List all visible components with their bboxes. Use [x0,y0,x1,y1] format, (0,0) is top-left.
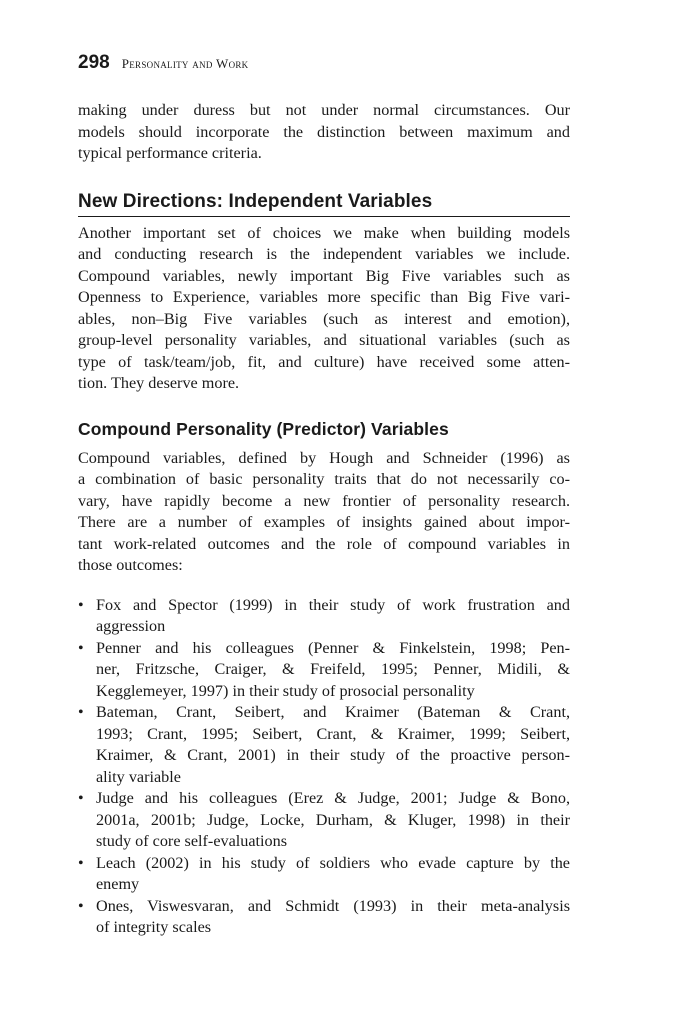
text-line: models should incorporate the distinction between maximum and [78,122,570,141]
text-line: enemy [96,875,140,893]
list-item [78,595,570,638]
text-line: Kegglemeyer, 1997) in their study of prosocial personality [96,681,475,700]
text-line: Compound variables, newly important Big Five variables such as [78,266,570,285]
bullet-icon: • [78,790,84,807]
section-heading-independent-variables: New Directions: Independent Variables [78,191,570,217]
text-line: study of core self-evaluations [96,832,288,850]
list-item [78,896,570,939]
text-line: of integrity scales [96,918,212,936]
text-line: vary, have rapidly become a new frontier of personality research. [78,491,570,510]
text-line: ables, non–Big Five variables (such as interest and emotion), [78,309,570,328]
bullet-icon: • [78,704,84,721]
compound-variables-paragraph [78,448,570,577]
book-page [78,52,570,939]
text-line: Another important set of choices we make when building models [78,223,570,242]
text-line: Bateman, Crant, Seibert, and Kraimer (Bateman & Crant, [96,703,570,721]
text-line: aggression [96,617,166,635]
text-line: Leach (2002) in his study of soldiers who evade capture by the [96,853,570,872]
text-line: Penner and his colleagues (Penner & Finkelstein, 1998; Pen- [96,638,570,657]
bullet-icon: • [78,897,84,915]
text-line: group-level personality variables, and situational variables (such as [78,331,570,349]
text-line: making under duress but not under normal circumstances. Our [78,101,570,119]
text-line: Judge and his colleagues (Erez & Judge, 2001; Judge & Bono, [96,789,570,807]
examples-bullet-list [78,595,570,939]
text-line: tion. They deserve more. [78,374,240,392]
text-line: tant work-related outcomes and the role of compound variables in [78,534,570,553]
text-line: a combination of basic personality traits that do not necessarily co- [78,470,570,488]
text-line: 1993; Crant, 1995; Seibert, Crant, & Kraimer, 1999; Seibert, [96,724,570,743]
text-line: Kraimer, & Crant, 2001) in their study of the proactive person- [96,746,570,764]
text-line: typical performance criteria. [78,144,262,162]
text-line: those outcomes: [78,556,183,574]
text-line: 2001a, 2001b; Judge, Locke, Durham, & Kluger, 1998) in their [96,810,570,829]
text-line: type of task/team/job, fit, and culture) have received some atten- [78,352,570,371]
bullet-icon: • [78,639,84,657]
running-title: Personality and Work [121,56,249,71]
list-item [78,638,570,703]
list-item [78,702,570,788]
independent-variables-paragraph [78,223,570,395]
bullet-icon: • [78,596,84,614]
text-line: Compound variables, defined by Hough and Schneider (1996) as [78,448,570,467]
running-head [78,52,570,74]
list-item [78,853,570,896]
text-line: ner, Fritzsche, Craiger, & Freifeld, 1995; Penner, Midili, & [96,660,570,678]
page-number: 298 [78,52,110,73]
text-line: Openness to Experience, variables more specific than Big Five vari- [78,288,570,306]
subsection-heading-compound-variables: Compound Personality (Predictor) Variables [78,418,449,439]
bullet-icon: • [78,854,84,872]
text-line: ality variable [96,767,181,786]
text-line: Fox and Spector (1999) in their study of work frustration and [96,595,570,614]
text-line: and conducting research is the independent variables we include. [78,245,570,263]
text-line: There are a number of examples of insights gained about impor- [78,513,570,531]
list-item [78,788,570,853]
text-line: Ones, Viswesvaran, and Schmidt (1993) in their meta-analysis [96,896,570,915]
intro-paragraph [78,100,570,165]
